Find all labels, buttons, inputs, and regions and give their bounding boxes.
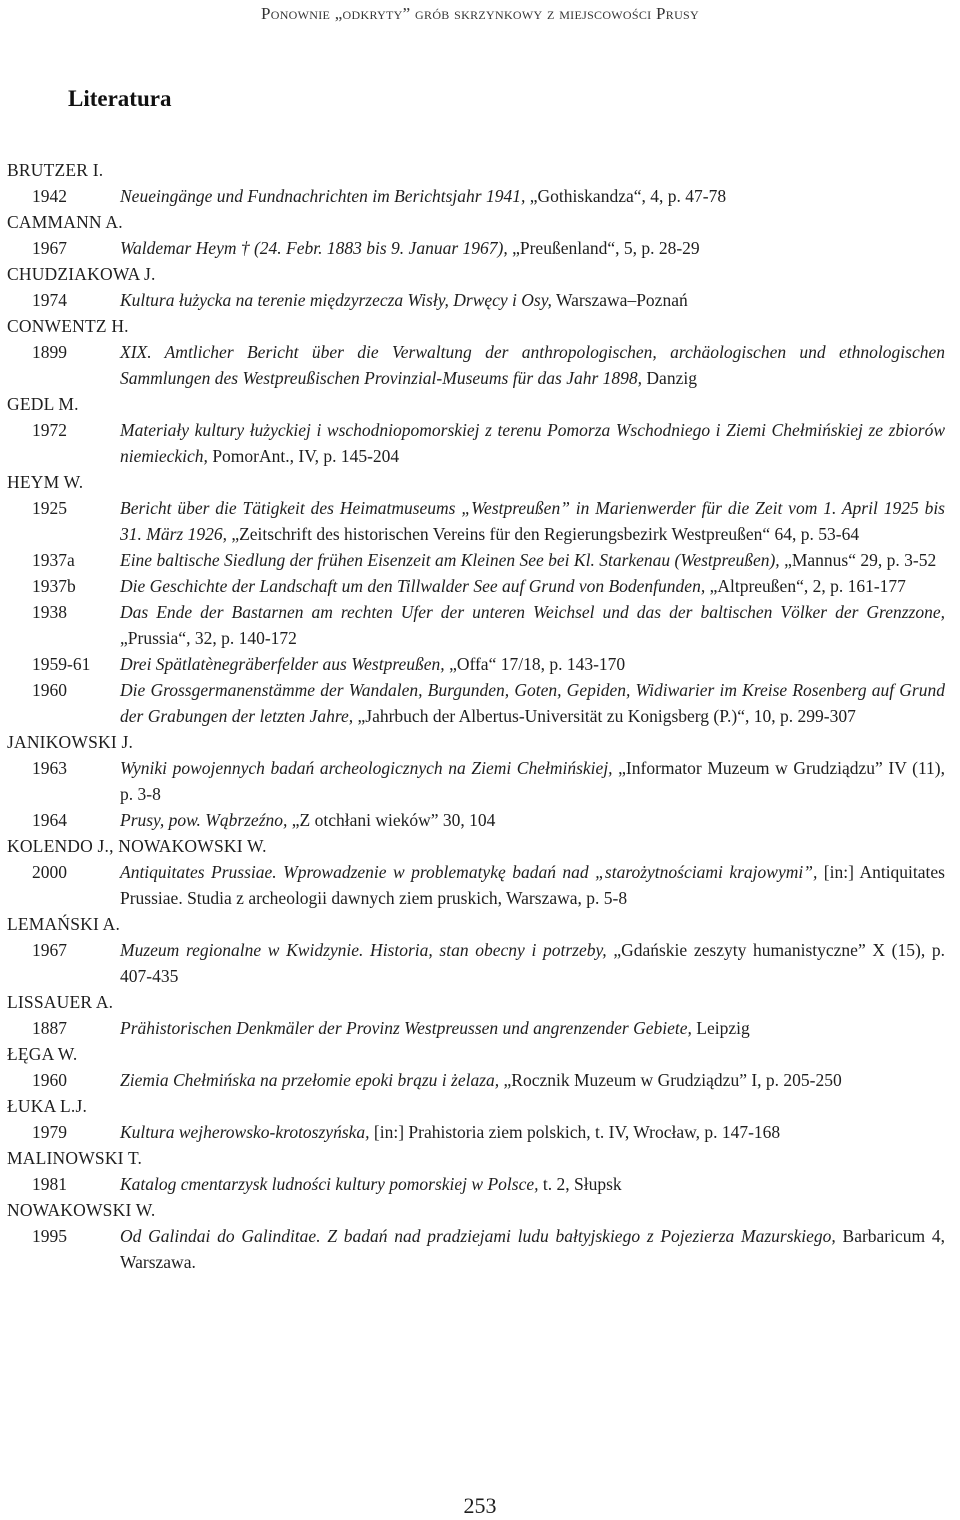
reference-year: 1899 xyxy=(32,342,67,362)
reference-source: „Mannus“ 29, p. 3-52 xyxy=(779,550,937,570)
reference-author: ŁUKA L.J. xyxy=(7,1096,88,1116)
reference-author: HEYM W. xyxy=(7,472,84,492)
reference-author: MALINOWSKI T. xyxy=(7,1148,143,1168)
reference-title: Wyniki powojennych badań archeologicznych na Ziemi Chełmińskiej, xyxy=(120,758,613,778)
reference-year: 1959-61 xyxy=(32,654,91,674)
reference-group xyxy=(7,1041,945,1093)
reference-author: NOWAKOWSKI W. xyxy=(7,1200,156,1220)
reference-entry xyxy=(7,287,945,313)
reference-source: „Preußenland“, 5, p. 28-29 xyxy=(507,238,700,258)
reference-title: Bericht über die Tätigkeit des Heimatmuseums „Westpreußen” in Marienwerder für die Zeit vom 1. April 1925 bis 31. März 1926, xyxy=(120,498,945,544)
reference-source: Barbaricum 4, Warszawa. xyxy=(120,1226,946,1272)
reference-group xyxy=(7,911,945,989)
reference-year: 1925 xyxy=(32,498,67,518)
section-title: Literatura xyxy=(68,86,172,111)
reference-source: „Jahrbuch der Albertus-Universität zu Konigsberg (P.)“, 10, p. 299-307 xyxy=(353,706,856,726)
reference-title: Antiquitates Prussiae. Wprowadzenie w problematykę badań nad „starożytnościami krajowymi”, xyxy=(120,862,818,882)
reference-source: „Prussia“, 32, p. 140-172 xyxy=(120,628,297,648)
reference-year: 1964 xyxy=(32,810,67,830)
reference-entry xyxy=(7,1119,945,1145)
reference-source: t. 2, Słupsk xyxy=(538,1174,622,1194)
reference-source: Warszawa–Poznań xyxy=(551,290,688,310)
reference-year: 1974 xyxy=(32,290,67,310)
reference-source: „Offa“ 17/18, p. 143-170 xyxy=(444,654,626,674)
reference-title: Prähistorischen Denkmäler der Provinz Westpreussen und angrenzender Gebiete, xyxy=(120,1018,692,1038)
reference-title: Die Geschichte der Landschaft um den Tillwalder See auf Grund von Bodenfunden, xyxy=(120,576,706,596)
reference-entry xyxy=(7,599,945,651)
reference-author: KOLENDO J., NOWAKOWSKI W. xyxy=(7,836,267,856)
reference-source: „Gdańskie zeszyty humanistyczne” X (15), p. 407-435 xyxy=(120,940,945,986)
reference-citation xyxy=(120,287,945,313)
reference-year: 1938 xyxy=(32,602,67,622)
reference-citation xyxy=(120,339,945,391)
reference-entry xyxy=(7,495,945,547)
reference-entry xyxy=(7,937,945,989)
reference-title: Waldemar Heym † (24. Febr. 1883 bis 9. Januar 1967), xyxy=(120,238,508,258)
reference-source: „Zeitschrift des historischen Vereins für den Regierungsbezirk Westpreußen“ 64, p. 53-64 xyxy=(226,524,860,544)
reference-entry xyxy=(7,573,945,599)
reference-author: GEDL M. xyxy=(7,394,79,414)
page-number: 253 xyxy=(463,1493,497,1518)
reference-citation xyxy=(120,755,945,807)
reference-year: 1887 xyxy=(32,1018,67,1038)
reference-citation xyxy=(120,1223,945,1275)
reference-year: 1937b xyxy=(32,576,76,596)
reference-group xyxy=(7,313,945,391)
reference-year: 2000 xyxy=(32,862,67,882)
reference-citation xyxy=(120,1015,945,1041)
reference-author: CHUDZIAKOWA J. xyxy=(7,264,156,284)
reference-group xyxy=(7,469,945,729)
reference-group xyxy=(7,989,945,1041)
reference-source: Leipzig xyxy=(691,1018,750,1038)
reference-entry xyxy=(7,235,945,261)
reference-title: Prusy, pow. Wąbrzeźno, xyxy=(120,810,288,830)
reference-year: 1960 xyxy=(32,680,67,700)
reference-entry xyxy=(7,339,945,391)
reference-citation xyxy=(120,547,945,573)
reference-title: Die Grossgermanenstämme der Wandalen, Burgunden, Goten, Gepiden, Widiwarier im Kreise Rosenberg auf Grund der Grabungen der letzten Jahre, xyxy=(120,680,945,726)
reference-title: Kultura wejherowsko-krotoszyńska, xyxy=(120,1122,370,1142)
reference-group xyxy=(7,1093,945,1145)
reference-year: 1937a xyxy=(32,550,75,570)
reference-author: LEMAŃSKI A. xyxy=(7,914,121,934)
reference-entry xyxy=(7,417,945,469)
reference-year: 1963 xyxy=(32,758,67,778)
reference-author: LISSAUER A. xyxy=(7,992,114,1012)
reference-citation xyxy=(120,807,945,833)
reference-year: 1972 xyxy=(32,420,67,440)
reference-citation xyxy=(120,599,945,651)
reference-title: Kultura łużycka na terenie międzyrzecza Wisły, Drwęcy i Osy, xyxy=(120,290,552,310)
reference-group xyxy=(7,729,945,833)
reference-entry xyxy=(7,1015,945,1041)
reference-group xyxy=(7,391,945,469)
reference-title: Materiały kultury łużyckiej i wschodniopomorskiej z terenu Pomorza Wschodniego i Ziemi Chełmińskiej ze zbiorów niemieckich, xyxy=(120,420,945,466)
reference-year: 1967 xyxy=(32,238,67,258)
reference-entry xyxy=(7,183,945,209)
reference-source: „Altpreußen“, 2, p. 161-177 xyxy=(705,576,906,596)
reference-citation xyxy=(120,677,945,729)
reference-author: ŁĘGA W. xyxy=(7,1044,78,1064)
reference-group xyxy=(7,1197,945,1275)
reference-citation xyxy=(120,235,945,261)
reference-source: „Informator Muzeum w Grudziądzu” IV (11), p. 3-8 xyxy=(120,758,945,804)
reference-entry xyxy=(7,859,945,911)
reference-author: CAMMANN A. xyxy=(7,212,123,232)
reference-title: Muzeum regionalne w Kwidzynie. Historia, stan obecny i potrzeby, xyxy=(120,940,607,960)
reference-title: Ziemia Chełmińska na przełomie epoki brązu i żelaza, xyxy=(120,1070,500,1090)
reference-citation xyxy=(120,573,945,599)
reference-source: [in:] Prahistoria ziem polskich, t. IV, Wrocław, p. 147-168 xyxy=(369,1122,781,1142)
reference-citation xyxy=(120,859,945,911)
reference-citation xyxy=(120,1067,945,1093)
reference-list xyxy=(7,157,945,1275)
reference-entry xyxy=(7,755,945,807)
reference-entry xyxy=(7,677,945,729)
reference-title: Od Galindai do Galinditae. Z badań nad pradziejami ludu bałtyjskiego z Pojezierza Mazurskiego, xyxy=(120,1226,836,1246)
reference-year: 1960 xyxy=(32,1070,67,1090)
reference-title: Drei Spätlatènegräberfelder aus Westpreußen, xyxy=(120,654,445,674)
reference-year: 1979 xyxy=(32,1122,67,1142)
reference-source: Danzig xyxy=(642,368,697,388)
running-head: Ponownie „odkryty” grób skrzynkowy z miejscowości Prusy xyxy=(260,4,699,23)
reference-entry xyxy=(7,1171,945,1197)
reference-entry xyxy=(7,1067,945,1093)
reference-group xyxy=(7,157,945,209)
reference-citation xyxy=(120,1171,945,1197)
reference-year: 1981 xyxy=(32,1174,67,1194)
reference-author: BRUTZER I. xyxy=(7,160,104,180)
reference-title: Neueingänge und Fundnachrichten im Berichtsjahr 1941, xyxy=(120,186,526,206)
reference-citation xyxy=(120,937,945,989)
reference-citation xyxy=(120,1119,945,1145)
reference-title: Katalog cmentarzysk ludności kultury pomorskiej w Polsce, xyxy=(120,1174,539,1194)
reference-entry xyxy=(7,547,945,573)
reference-citation xyxy=(120,417,945,469)
reference-title: Das Ende der Bastarnen am rechten Ufer der unteren Weichsel und das der baltischen Völker der Grenzzone, xyxy=(120,602,945,622)
reference-source: „Gothiskandza“, 4, p. 47-78 xyxy=(525,186,727,206)
reference-group xyxy=(7,1145,945,1197)
reference-year: 1942 xyxy=(32,186,67,206)
reference-source: PomorAnt., IV, p. 145-204 xyxy=(207,446,400,466)
reference-year: 1995 xyxy=(32,1226,67,1246)
reference-group xyxy=(7,261,945,313)
reference-entry xyxy=(7,1223,945,1275)
reference-group xyxy=(7,209,945,261)
reference-entry xyxy=(7,807,945,833)
reference-author: CONWENTZ H. xyxy=(7,316,129,336)
reference-source: „Z otchłani wieków” 30, 104 xyxy=(287,810,496,830)
reference-citation xyxy=(120,651,945,677)
reference-citation xyxy=(120,495,945,547)
reference-group xyxy=(7,833,945,911)
reference-source: „Rocznik Muzeum w Grudziądzu” I, p. 205-250 xyxy=(499,1070,842,1090)
reference-citation xyxy=(120,183,945,209)
reference-title: Eine baltische Siedlung der frühen Eisenzeit am Kleinen See bei Kl. Starkenau (Westpreußen), xyxy=(120,550,780,570)
reference-year: 1967 xyxy=(32,940,67,960)
reference-entry xyxy=(7,651,945,677)
reference-title: XIX. Amtlicher Bericht über die Verwaltung der anthropologischen, archäologischen und ethnologischen Sammlungen des Westpreußischen Provinzial-Museums für das Jahr 1898, xyxy=(120,342,945,388)
reference-source: [in:] Antiquitates Prussiae. Studia z archeologii dawnych ziem pruskich, Warszawa, p. 5-8 xyxy=(120,862,945,908)
reference-author: JANIKOWSKI J. xyxy=(7,732,134,752)
